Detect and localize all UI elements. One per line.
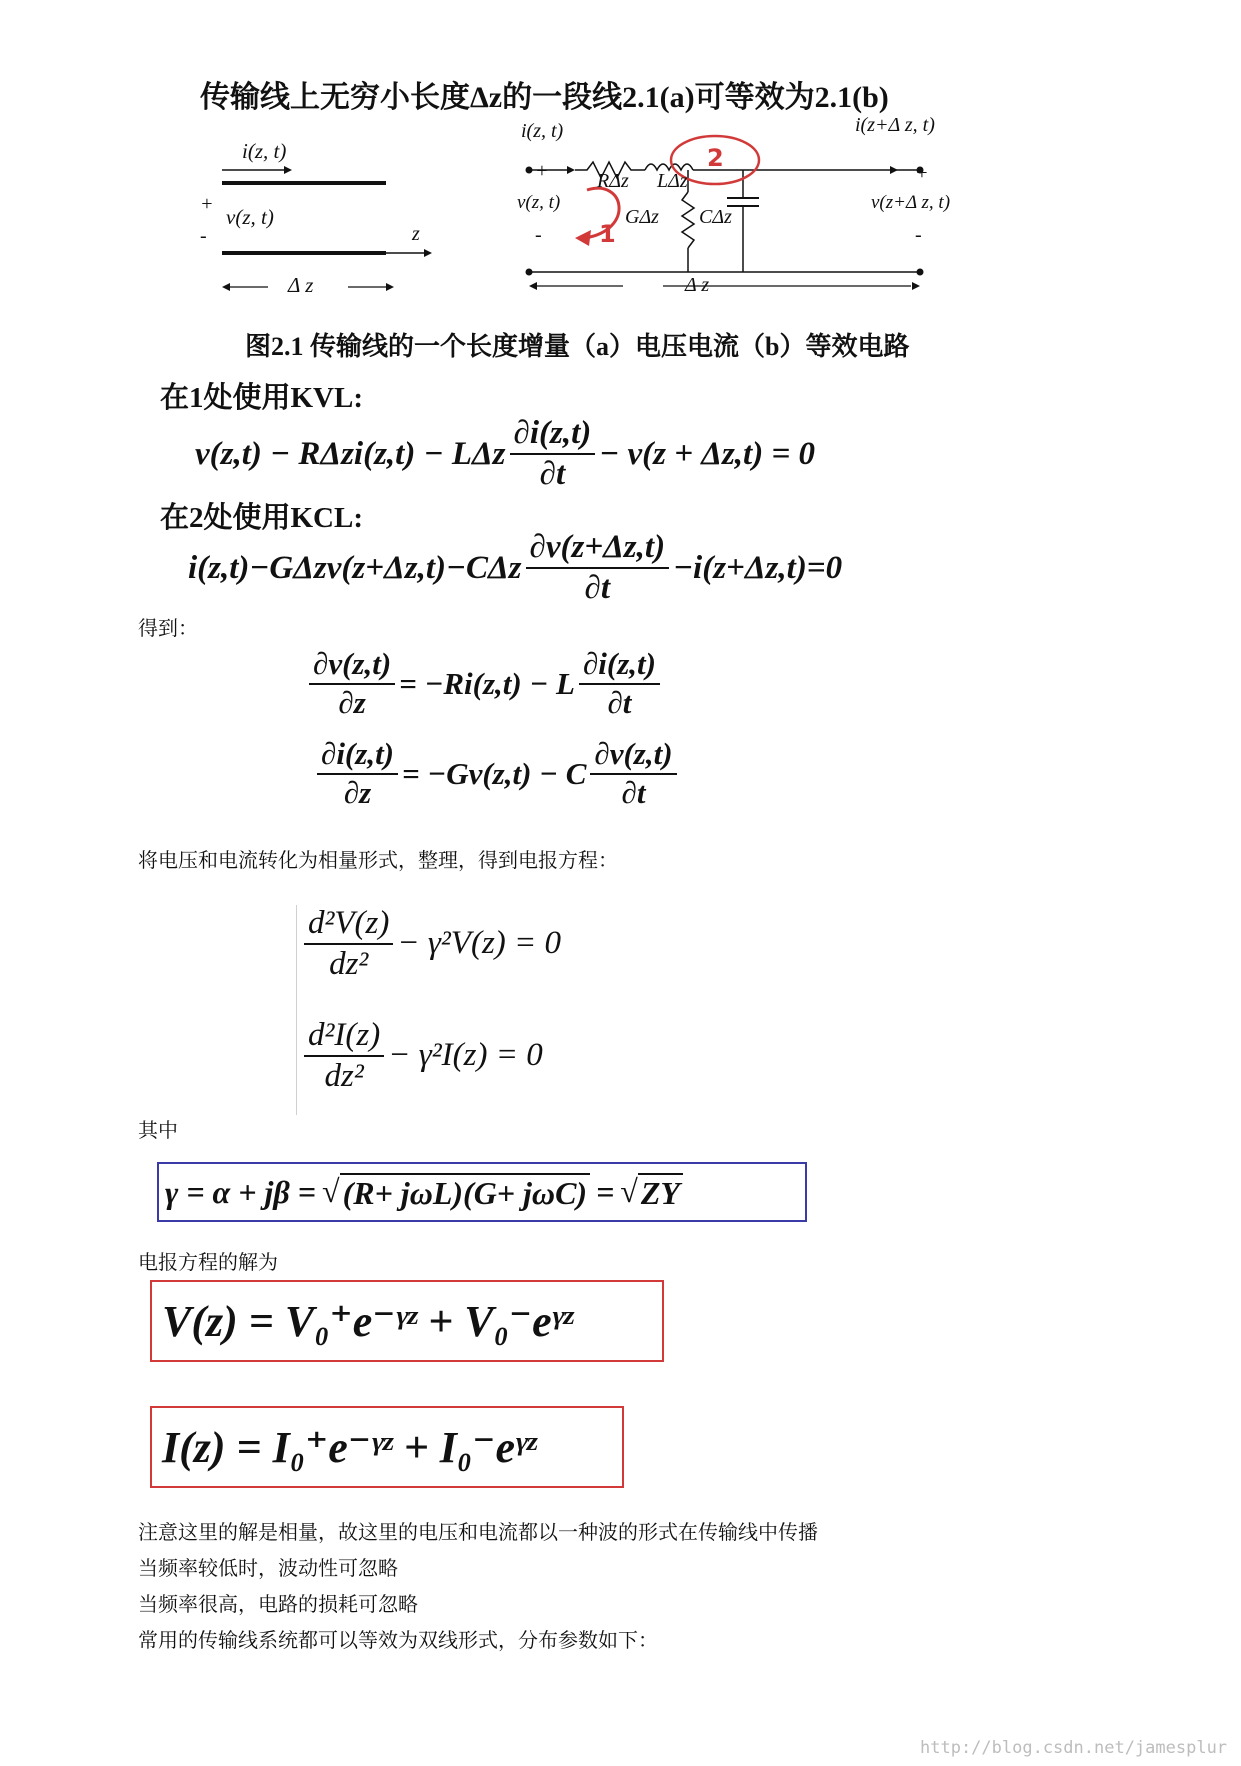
kcl-equation [188,530,842,606]
fig-b-v-in: v(z, t) [517,192,561,213]
figure-b [515,114,995,310]
fig-b-length-label: Δ z [685,274,710,296]
fig-b-capacitor-label: CΔz [699,206,732,228]
kvl-label: 在1处使用KVL: [160,382,364,414]
current-solution: I(z) = I₀⁺e⁻ᵞᶻ + I₀⁻eᵞᶻ [162,1422,537,1472]
fig-a-minus: - [200,225,207,247]
note-two-wire: 常用的传输线系统都可以等效为双线形式，分布参数如下： [138,1628,658,1652]
telegraph-equation-1 [300,906,561,981]
gamma-left: γ = α + jβ = [165,1173,316,1210]
deriv1-right-num: ∂i(z,t) [579,648,660,685]
tele1-fraction [304,906,393,981]
tele1-den: dz² [329,945,369,982]
fig-a-voltage-label: v(z, t) [226,205,274,229]
kvl-left: v(z,t) − RΔzi(z,t) − LΔz [195,435,506,472]
page-title: 传输线上无穷小长度Δz的一段线2.1(a)可等效为2.1(b) [200,81,889,114]
sqrt-symbol-1: √ [322,1172,340,1209]
deriv1-right-den: ∂t [607,684,632,720]
length-arrow-left-head [222,283,230,291]
kcl-fraction-den: ∂t [584,570,611,606]
deriv2-right-fraction [590,738,676,809]
phasor-label: 将电压和电流转化为相量形式，整理，得到电报方程： [138,848,618,872]
got-label: 得到： [138,616,198,640]
tele2-rest: − γ²I(z) = 0 [388,1037,543,1074]
fig-b-v-out: v(z+Δ z, t) [871,192,951,213]
deriv1-left-den: ∂z [338,684,366,720]
note-high-frequency: 当频率很高，电路的损耗可忽略 [138,1592,418,1616]
current-solution-box [150,1406,624,1488]
figure-a [200,125,440,305]
kvl-fraction [510,416,596,491]
node-2-label: 2 [707,144,724,172]
length-arrow-left-head [529,282,537,290]
fig-b-minus-left: - [535,224,542,246]
kcl-left: i(z,t)−GΔzv(z+Δz,t)−CΔz [188,549,522,586]
deriv1-right-fraction [579,648,660,719]
gamma-sqrt-2 [620,1173,683,1212]
gamma-equals: = [596,1173,615,1210]
kvl-fraction-den: ∂t [539,456,566,492]
solution-label: 电报方程的解为 [138,1250,278,1274]
fig-a-length-label: Δ z [288,273,314,297]
tele2-den: dz² [324,1057,364,1094]
fig-b-plus-left: + [535,160,549,182]
fig-b-minus-right: - [915,224,922,246]
fig-b-current-in: i(z, t) [521,120,564,142]
voltage-solution: V(z) = V₀⁺e⁻ᵞᶻ + V₀⁻eᵞᶻ [162,1296,574,1346]
derivative-equation-2 [313,738,681,809]
fig-b-current-out: i(z+Δ z, t) [855,114,935,136]
tele1-num: d²V(z) [304,906,393,945]
deriv1-left-num: ∂v(z,t) [309,648,395,685]
note-low-frequency: 当频率较低时，波动性可忽略 [138,1556,398,1580]
fig-b-inductor-label: LΔz [657,170,688,192]
kvl-fraction-num: ∂i(z,t) [510,416,596,455]
deriv2-right-num: ∂v(z,t) [590,738,676,775]
fig-b-plus-right: + [915,162,929,184]
deriv2-right-den: ∂t [621,774,646,810]
kcl-fraction-num: ∂v(z+Δz,t) [526,530,670,569]
conductance-symbol [682,192,694,248]
fig-a-axis-label: z [412,223,420,245]
length-arrow-right-head [912,282,920,290]
gamma-sqrt-1-radicand: (R+ jωL)(G+ jωC) [340,1173,591,1212]
loop-1-label: 1 [599,220,616,248]
deriv2-left-fraction [317,738,398,809]
sqrt-symbol-2: √ [620,1172,638,1209]
watermark-url: http://blog.csdn.net/jamesplur [920,1738,1228,1758]
voltage-solution-box [150,1280,664,1362]
note-wave: 注意这里的解是相量，故这里的电压和电流都以一种波的形式在传输线中传播 [138,1520,818,1544]
gamma-sqrt-2-radicand: ZY [638,1173,683,1212]
equation-block-divider [296,905,297,1115]
kcl-fraction [526,530,670,605]
fig-a-plus: + [200,193,214,215]
where-label: 其中 [138,1118,178,1142]
deriv2-left-num: ∂i(z,t) [317,738,398,775]
tele1-rest: − γ²V(z) = 0 [397,925,562,962]
kvl-equation [195,410,815,498]
deriv1-middle: = −Ri(z,t) − L [399,665,575,701]
length-arrow-right-head [386,283,394,291]
deriv1-left-fraction [309,648,395,719]
figure-caption: 图2.1 传输线的一个长度增量（a）电压电流（b）等效电路 [245,332,910,361]
derivative-equation-1 [305,648,664,719]
fig-a-current-label: i(z, t) [242,139,287,163]
gamma-sqrt-1 [322,1173,590,1212]
deriv2-left-den: ∂z [343,774,372,810]
telegraph-equation-2 [300,1018,543,1093]
tele2-num: d²I(z) [304,1018,384,1057]
tele2-fraction [304,1018,384,1093]
deriv2-middle: = −Gv(z,t) − C [402,755,587,791]
z-axis-arrow-head [424,249,432,257]
loop-1-arrow-head [575,230,591,246]
kvl-right: − v(z + Δz,t) = 0 [599,435,816,472]
fig-b-resistor-label: RΔz [597,170,629,192]
figure-b-drawing [515,120,995,310]
input-current-arrow-head [567,166,575,174]
current-arrow-head [284,166,292,174]
fig-b-conductance-label: GΔz [625,206,659,228]
kcl-label: 在2处使用KCL: [160,502,364,534]
kcl-right: −i(z+Δz,t)=0 [673,549,843,586]
output-current-arrow-head [890,166,898,174]
gamma-equation-box [157,1162,807,1222]
